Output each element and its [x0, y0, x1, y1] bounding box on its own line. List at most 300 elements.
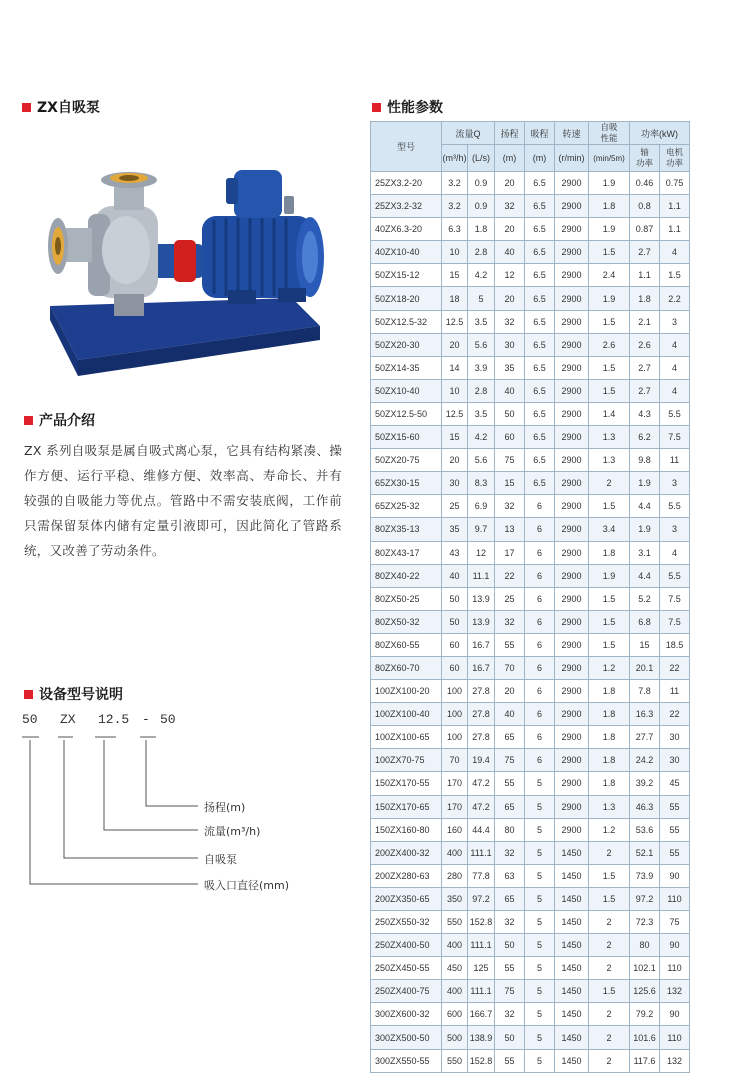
- cell-speed: 2900: [555, 402, 589, 425]
- cell-shaft-power: 80: [630, 934, 660, 957]
- cell-selfpriming: 2: [589, 472, 630, 495]
- th-head: 扬程: [495, 122, 525, 145]
- cell-model: 50ZX12.5-50: [371, 402, 442, 425]
- cell-motor-power: 4: [660, 541, 690, 564]
- th-selfpriming-unit: (min/5m): [589, 145, 630, 172]
- cell-flow-ls: 27.8: [468, 726, 495, 749]
- cell-speed: 2900: [555, 749, 589, 772]
- cell-shaft-power: 79.2: [630, 1003, 660, 1026]
- cell-shaft-power: 16.3: [630, 703, 660, 726]
- cell-flow-m3h: 170: [442, 795, 468, 818]
- cell-speed: 2900: [555, 610, 589, 633]
- cell-shaft-power: 7.8: [630, 680, 660, 703]
- cell-motor-power: 132: [660, 1049, 690, 1072]
- cell-flow-m3h: 20: [442, 333, 468, 356]
- cell-model: 150ZX170-65: [371, 795, 442, 818]
- cell-motor-power: 90: [660, 1003, 690, 1026]
- cell-motor-power: 18.5: [660, 633, 690, 656]
- cell-head: 80: [495, 818, 525, 841]
- table-row: [371, 426, 690, 449]
- th-flow-m3h: (m³/h): [442, 145, 468, 172]
- cell-speed: 2900: [555, 633, 589, 656]
- cell-shaft-power: 4.3: [630, 402, 660, 425]
- cell-selfpriming: 2.6: [589, 333, 630, 356]
- cell-suction: 6: [525, 564, 555, 587]
- model-code-flow: 12.5: [98, 712, 130, 727]
- cell-selfpriming: 2: [589, 841, 630, 864]
- table-row: [371, 218, 690, 241]
- cell-shaft-power: 39.2: [630, 772, 660, 795]
- cell-flow-m3h: 70: [442, 749, 468, 772]
- cell-flow-m3h: 450: [442, 957, 468, 980]
- cell-head: 55: [495, 957, 525, 980]
- legend-inlet: 吸入口直径(mm): [204, 879, 290, 892]
- cell-model: 80ZX40-22: [371, 564, 442, 587]
- cell-suction: 6.5: [525, 333, 555, 356]
- cell-flow-m3h: 550: [442, 1049, 468, 1072]
- cell-model: 25ZX3.2-20: [371, 172, 442, 195]
- cell-head: 75: [495, 749, 525, 772]
- th-flow: 流量Q: [442, 122, 495, 145]
- cell-model: 100ZX100-65: [371, 726, 442, 749]
- cell-speed: 2900: [555, 472, 589, 495]
- cell-flow-ls: 47.2: [468, 772, 495, 795]
- cell-suction: 6.5: [525, 379, 555, 402]
- cell-flow-m3h: 15: [442, 426, 468, 449]
- cell-speed: 2900: [555, 656, 589, 679]
- cell-shaft-power: 2.7: [630, 241, 660, 264]
- cell-head: 20: [495, 287, 525, 310]
- cell-selfpriming: 1.9: [589, 218, 630, 241]
- cell-model: 150ZX170-55: [371, 772, 442, 795]
- cell-motor-power: 55: [660, 841, 690, 864]
- cell-speed: 2900: [555, 564, 589, 587]
- cell-suction: 6.5: [525, 402, 555, 425]
- cell-shaft-power: 97.2: [630, 887, 660, 910]
- cell-suction: 5: [525, 1049, 555, 1072]
- cell-motor-power: 30: [660, 749, 690, 772]
- cell-selfpriming: 2: [589, 911, 630, 934]
- cell-selfpriming: 1.5: [589, 495, 630, 518]
- cell-shaft-power: 0.46: [630, 172, 660, 195]
- cell-flow-ls: 12: [468, 541, 495, 564]
- cell-motor-power: 1.5: [660, 264, 690, 287]
- cell-model: 200ZX350-65: [371, 887, 442, 910]
- cell-flow-ls: 2.8: [468, 241, 495, 264]
- cell-selfpriming: 1.2: [589, 818, 630, 841]
- intro-paragraph: ZX 系列自吸泵是属自吸式离心泵，它具有结构紧凑、操作方便、运行平稳、维修方便、效率高、寿命长、并有较强的自吸能力等优点。管路中不需安装底阀，工作前只需保留泵体内储有定量引液即可，因此简化了管路系统，又改善了劳动条件。: [24, 443, 342, 558]
- cell-head: 65: [495, 795, 525, 818]
- table-row: [371, 818, 690, 841]
- table-row: [371, 1049, 690, 1072]
- cell-flow-ls: 3.5: [468, 402, 495, 425]
- cell-speed: 2900: [555, 541, 589, 564]
- cell-flow-ls: 3.5: [468, 310, 495, 333]
- cell-shaft-power: 1.8: [630, 287, 660, 310]
- cell-shaft-power: 46.3: [630, 795, 660, 818]
- th-flow-ls: (L/s): [468, 145, 495, 172]
- cell-shaft-power: 27.7: [630, 726, 660, 749]
- cell-model: 80ZX50-32: [371, 610, 442, 633]
- cell-model: 150ZX160-80: [371, 818, 442, 841]
- cell-motor-power: 110: [660, 887, 690, 910]
- table-row: [371, 587, 690, 610]
- cell-shaft-power: 6.2: [630, 426, 660, 449]
- cell-shaft-power: 1.9: [630, 472, 660, 495]
- cell-flow-m3h: 15: [442, 264, 468, 287]
- table-row: [371, 310, 690, 333]
- cell-speed: 2900: [555, 310, 589, 333]
- cell-head: 75: [495, 449, 525, 472]
- cell-flow-m3h: 12.5: [442, 402, 468, 425]
- cell-selfpriming: 1.8: [589, 703, 630, 726]
- cell-model: 80ZX43-17: [371, 541, 442, 564]
- cell-model: 65ZX30-15: [371, 472, 442, 495]
- cell-head: 75: [495, 980, 525, 1003]
- cell-motor-power: 7.5: [660, 587, 690, 610]
- cell-selfpriming: 2: [589, 934, 630, 957]
- cell-speed: 2900: [555, 449, 589, 472]
- cell-flow-ls: 9.7: [468, 518, 495, 541]
- cell-model: 50ZX18-20: [371, 287, 442, 310]
- cell-flow-ls: 44.4: [468, 818, 495, 841]
- cell-head: 20: [495, 218, 525, 241]
- cell-flow-m3h: 12.5: [442, 310, 468, 333]
- cell-flow-m3h: 60: [442, 656, 468, 679]
- cell-selfpriming: 1.5: [589, 864, 630, 887]
- table-row: [371, 656, 690, 679]
- cell-head: 15: [495, 472, 525, 495]
- cell-flow-ls: 5.6: [468, 333, 495, 356]
- cell-shaft-power: 0.87: [630, 218, 660, 241]
- cell-motor-power: 110: [660, 957, 690, 980]
- cell-selfpriming: 1.5: [589, 356, 630, 379]
- cell-motor-power: 11: [660, 449, 690, 472]
- cell-head: 65: [495, 887, 525, 910]
- legend-head: 扬程(m): [204, 801, 246, 814]
- cell-model: 50ZX15-60: [371, 426, 442, 449]
- table-row: [371, 172, 690, 195]
- cell-model: 80ZX50-25: [371, 587, 442, 610]
- cell-flow-ls: 111.1: [468, 841, 495, 864]
- cell-shaft-power: 2.1: [630, 310, 660, 333]
- cell-suction: 6.5: [525, 195, 555, 218]
- cell-flow-ls: 97.2: [468, 887, 495, 910]
- cell-flow-m3h: 10: [442, 241, 468, 264]
- cell-speed: 2900: [555, 333, 589, 356]
- cell-flow-m3h: 3.2: [442, 172, 468, 195]
- cell-flow-m3h: 100: [442, 703, 468, 726]
- cell-motor-power: 132: [660, 980, 690, 1003]
- cell-flow-ls: 138.9: [468, 1026, 495, 1049]
- cell-model: 250ZX550-32: [371, 911, 442, 934]
- cell-shaft-power: 2.6: [630, 333, 660, 356]
- cell-flow-m3h: 100: [442, 680, 468, 703]
- cell-speed: 1450: [555, 980, 589, 1003]
- cell-speed: 2900: [555, 772, 589, 795]
- cell-suction: 6.5: [525, 172, 555, 195]
- th-model: 型号: [371, 122, 442, 172]
- cell-head: 40: [495, 379, 525, 402]
- cell-selfpriming: 1.5: [589, 379, 630, 402]
- table-row: [371, 564, 690, 587]
- cell-motor-power: 7.5: [660, 610, 690, 633]
- pump-image: [22, 148, 342, 388]
- cell-model: 50ZX12.5-32: [371, 310, 442, 333]
- th-shaft-power: 轴 功率: [630, 145, 660, 172]
- cell-suction: 5: [525, 934, 555, 957]
- cell-suction: 6.5: [525, 449, 555, 472]
- cell-selfpriming: 2: [589, 1003, 630, 1026]
- cell-model: 200ZX400-32: [371, 841, 442, 864]
- cell-model: 100ZX100-40: [371, 703, 442, 726]
- cell-shaft-power: 72.3: [630, 911, 660, 934]
- red-square-icon: [24, 690, 33, 699]
- cell-flow-ls: 16.7: [468, 633, 495, 656]
- table-row: [371, 379, 690, 402]
- cell-motor-power: 45: [660, 772, 690, 795]
- cell-flow-m3h: 100: [442, 726, 468, 749]
- cell-motor-power: 90: [660, 934, 690, 957]
- cell-speed: 2900: [555, 703, 589, 726]
- cell-flow-ls: 27.8: [468, 703, 495, 726]
- cell-speed: 1450: [555, 1026, 589, 1049]
- model-code: [22, 712, 222, 734]
- cell-flow-ls: 47.2: [468, 795, 495, 818]
- th-speed: 转速: [555, 122, 589, 145]
- cell-head: 50: [495, 1026, 525, 1049]
- cell-shaft-power: 3.1: [630, 541, 660, 564]
- cell-motor-power: 11: [660, 680, 690, 703]
- cell-head: 50: [495, 934, 525, 957]
- cell-selfpriming: 2.4: [589, 264, 630, 287]
- cell-selfpriming: 1.9: [589, 287, 630, 310]
- cell-flow-m3h: 60: [442, 633, 468, 656]
- cell-motor-power: 1.1: [660, 195, 690, 218]
- cell-head: 50: [495, 402, 525, 425]
- cell-model: 100ZX70-75: [371, 749, 442, 772]
- table-row: [371, 934, 690, 957]
- cell-speed: 1450: [555, 841, 589, 864]
- cell-motor-power: 4: [660, 356, 690, 379]
- cell-model: 80ZX60-55: [371, 633, 442, 656]
- cell-selfpriming: 1.8: [589, 726, 630, 749]
- cell-suction: 6: [525, 518, 555, 541]
- cell-shaft-power: 15: [630, 633, 660, 656]
- cell-suction: 6: [525, 541, 555, 564]
- cell-head: 32: [495, 610, 525, 633]
- cell-shaft-power: 6.8: [630, 610, 660, 633]
- cell-head: 32: [495, 841, 525, 864]
- cell-suction: 5: [525, 864, 555, 887]
- cell-speed: 1450: [555, 957, 589, 980]
- th-suction: 吸程: [525, 122, 555, 145]
- cell-suction: 6.5: [525, 426, 555, 449]
- cell-shaft-power: 52.1: [630, 841, 660, 864]
- table-row: [371, 911, 690, 934]
- th-selfpriming: 自吸 性能: [589, 122, 630, 145]
- cell-shaft-power: 2.7: [630, 356, 660, 379]
- cell-head: 55: [495, 1049, 525, 1072]
- cell-shaft-power: 102.1: [630, 957, 660, 980]
- table-row: [371, 287, 690, 310]
- cell-head: 70: [495, 656, 525, 679]
- table-row: [371, 449, 690, 472]
- cell-model: 50ZX20-30: [371, 333, 442, 356]
- cell-flow-m3h: 20: [442, 449, 468, 472]
- table-row: [371, 495, 690, 518]
- cell-suction: 5: [525, 957, 555, 980]
- cell-suction: 6.5: [525, 264, 555, 287]
- cell-flow-ls: 19.4: [468, 749, 495, 772]
- cell-model: 100ZX100-20: [371, 680, 442, 703]
- cell-shaft-power: 20.1: [630, 656, 660, 679]
- th-power: 功率(kW): [630, 122, 690, 145]
- cell-flow-ls: 3.9: [468, 356, 495, 379]
- cell-selfpriming: 1.4: [589, 402, 630, 425]
- cell-motor-power: 3: [660, 518, 690, 541]
- cell-flow-m3h: 160: [442, 818, 468, 841]
- table-row: [371, 1003, 690, 1026]
- cell-motor-power: 30: [660, 726, 690, 749]
- cell-suction: 5: [525, 1026, 555, 1049]
- cell-speed: 2900: [555, 241, 589, 264]
- cell-speed: 2900: [555, 726, 589, 749]
- cell-selfpriming: 1.9: [589, 564, 630, 587]
- cell-motor-power: 90: [660, 864, 690, 887]
- cell-motor-power: 22: [660, 656, 690, 679]
- cell-motor-power: 110: [660, 1026, 690, 1049]
- cell-flow-m3h: 30: [442, 472, 468, 495]
- cell-flow-ls: 125: [468, 957, 495, 980]
- cell-flow-ls: 152.8: [468, 1049, 495, 1072]
- cell-head: 13: [495, 518, 525, 541]
- table-row: [371, 864, 690, 887]
- cell-flow-m3h: 50: [442, 587, 468, 610]
- table-header-row: [371, 122, 690, 145]
- cell-head: 55: [495, 772, 525, 795]
- cell-suction: 6: [525, 749, 555, 772]
- cell-suction: 6.5: [525, 218, 555, 241]
- cell-speed: 2900: [555, 680, 589, 703]
- cell-speed: 2900: [555, 379, 589, 402]
- cell-suction: 6: [525, 587, 555, 610]
- cell-flow-m3h: 50: [442, 610, 468, 633]
- cell-selfpriming: 1.8: [589, 680, 630, 703]
- cell-head: 32: [495, 1003, 525, 1026]
- cell-suction: 6.5: [525, 310, 555, 333]
- cell-flow-m3h: 18: [442, 287, 468, 310]
- cell-motor-power: 22: [660, 703, 690, 726]
- cell-shaft-power: 2.7: [630, 379, 660, 402]
- cell-suction: 5: [525, 772, 555, 795]
- cell-suction: 6.5: [525, 287, 555, 310]
- cell-suction: 6: [525, 680, 555, 703]
- cell-shaft-power: 117.6: [630, 1049, 660, 1072]
- table-row: [371, 402, 690, 425]
- cell-selfpriming: 1.9: [589, 172, 630, 195]
- cell-speed: 2900: [555, 218, 589, 241]
- cell-motor-power: 5.5: [660, 402, 690, 425]
- cell-flow-m3h: 280: [442, 864, 468, 887]
- intro-section-title: 产品介绍: [24, 410, 95, 430]
- model-code-diameter: 50: [22, 712, 38, 727]
- cell-shaft-power: 24.2: [630, 749, 660, 772]
- cell-head: 30: [495, 333, 525, 356]
- table-row: [371, 472, 690, 495]
- cell-head: 25: [495, 587, 525, 610]
- cell-suction: 6.5: [525, 241, 555, 264]
- cell-flow-m3h: 3.2: [442, 195, 468, 218]
- cell-flow-ls: 16.7: [468, 656, 495, 679]
- cell-shaft-power: 4.4: [630, 495, 660, 518]
- cell-flow-ls: 4.2: [468, 264, 495, 287]
- table-row: [371, 795, 690, 818]
- cell-selfpriming: 1.3: [589, 795, 630, 818]
- cell-flow-ls: 1.8: [468, 218, 495, 241]
- cell-flow-ls: 111.1: [468, 934, 495, 957]
- table-row: [371, 887, 690, 910]
- cell-speed: 2900: [555, 795, 589, 818]
- table-row: [371, 610, 690, 633]
- cell-flow-ls: 152.8: [468, 911, 495, 934]
- table-row: [371, 957, 690, 980]
- cell-head: 55: [495, 633, 525, 656]
- cell-flow-ls: 77.8: [468, 864, 495, 887]
- cell-speed: 1450: [555, 934, 589, 957]
- cell-selfpriming: 2: [589, 957, 630, 980]
- cell-speed: 2900: [555, 172, 589, 195]
- th-speed-unit: (r/min): [555, 145, 589, 172]
- cell-speed: 2900: [555, 818, 589, 841]
- cell-head: 40: [495, 241, 525, 264]
- table-row: [371, 633, 690, 656]
- cell-suction: 5: [525, 795, 555, 818]
- cell-selfpriming: 1.2: [589, 656, 630, 679]
- cell-head: 12: [495, 264, 525, 287]
- cell-head: 35: [495, 356, 525, 379]
- cell-motor-power: 55: [660, 795, 690, 818]
- cell-model: 250ZX400-50: [371, 934, 442, 957]
- cell-speed: 1450: [555, 864, 589, 887]
- cell-motor-power: 2.2: [660, 287, 690, 310]
- cell-head: 63: [495, 864, 525, 887]
- table-row: [371, 726, 690, 749]
- model-code-dash: -: [142, 712, 150, 727]
- cell-motor-power: 55: [660, 818, 690, 841]
- cell-shaft-power: 0.8: [630, 195, 660, 218]
- cell-head: 32: [495, 310, 525, 333]
- table-row: [371, 703, 690, 726]
- cell-speed: 1450: [555, 1003, 589, 1026]
- cell-speed: 1450: [555, 911, 589, 934]
- table-row: [371, 195, 690, 218]
- cell-flow-ls: 2.8: [468, 379, 495, 402]
- cell-model: 80ZX35-13: [371, 518, 442, 541]
- cell-model: 50ZX14-35: [371, 356, 442, 379]
- cell-selfpriming: 1.8: [589, 541, 630, 564]
- cell-shaft-power: 1.9: [630, 518, 660, 541]
- red-square-icon: [24, 416, 33, 425]
- cell-model: 300ZX550-55: [371, 1049, 442, 1072]
- cell-suction: 6: [525, 495, 555, 518]
- table-row: [371, 1026, 690, 1049]
- cell-model: 50ZX10-40: [371, 379, 442, 402]
- cell-model: 25ZX3.2-32: [371, 195, 442, 218]
- cell-model: 300ZX500-50: [371, 1026, 442, 1049]
- cell-shaft-power: 4.4: [630, 564, 660, 587]
- cell-motor-power: 7.5: [660, 426, 690, 449]
